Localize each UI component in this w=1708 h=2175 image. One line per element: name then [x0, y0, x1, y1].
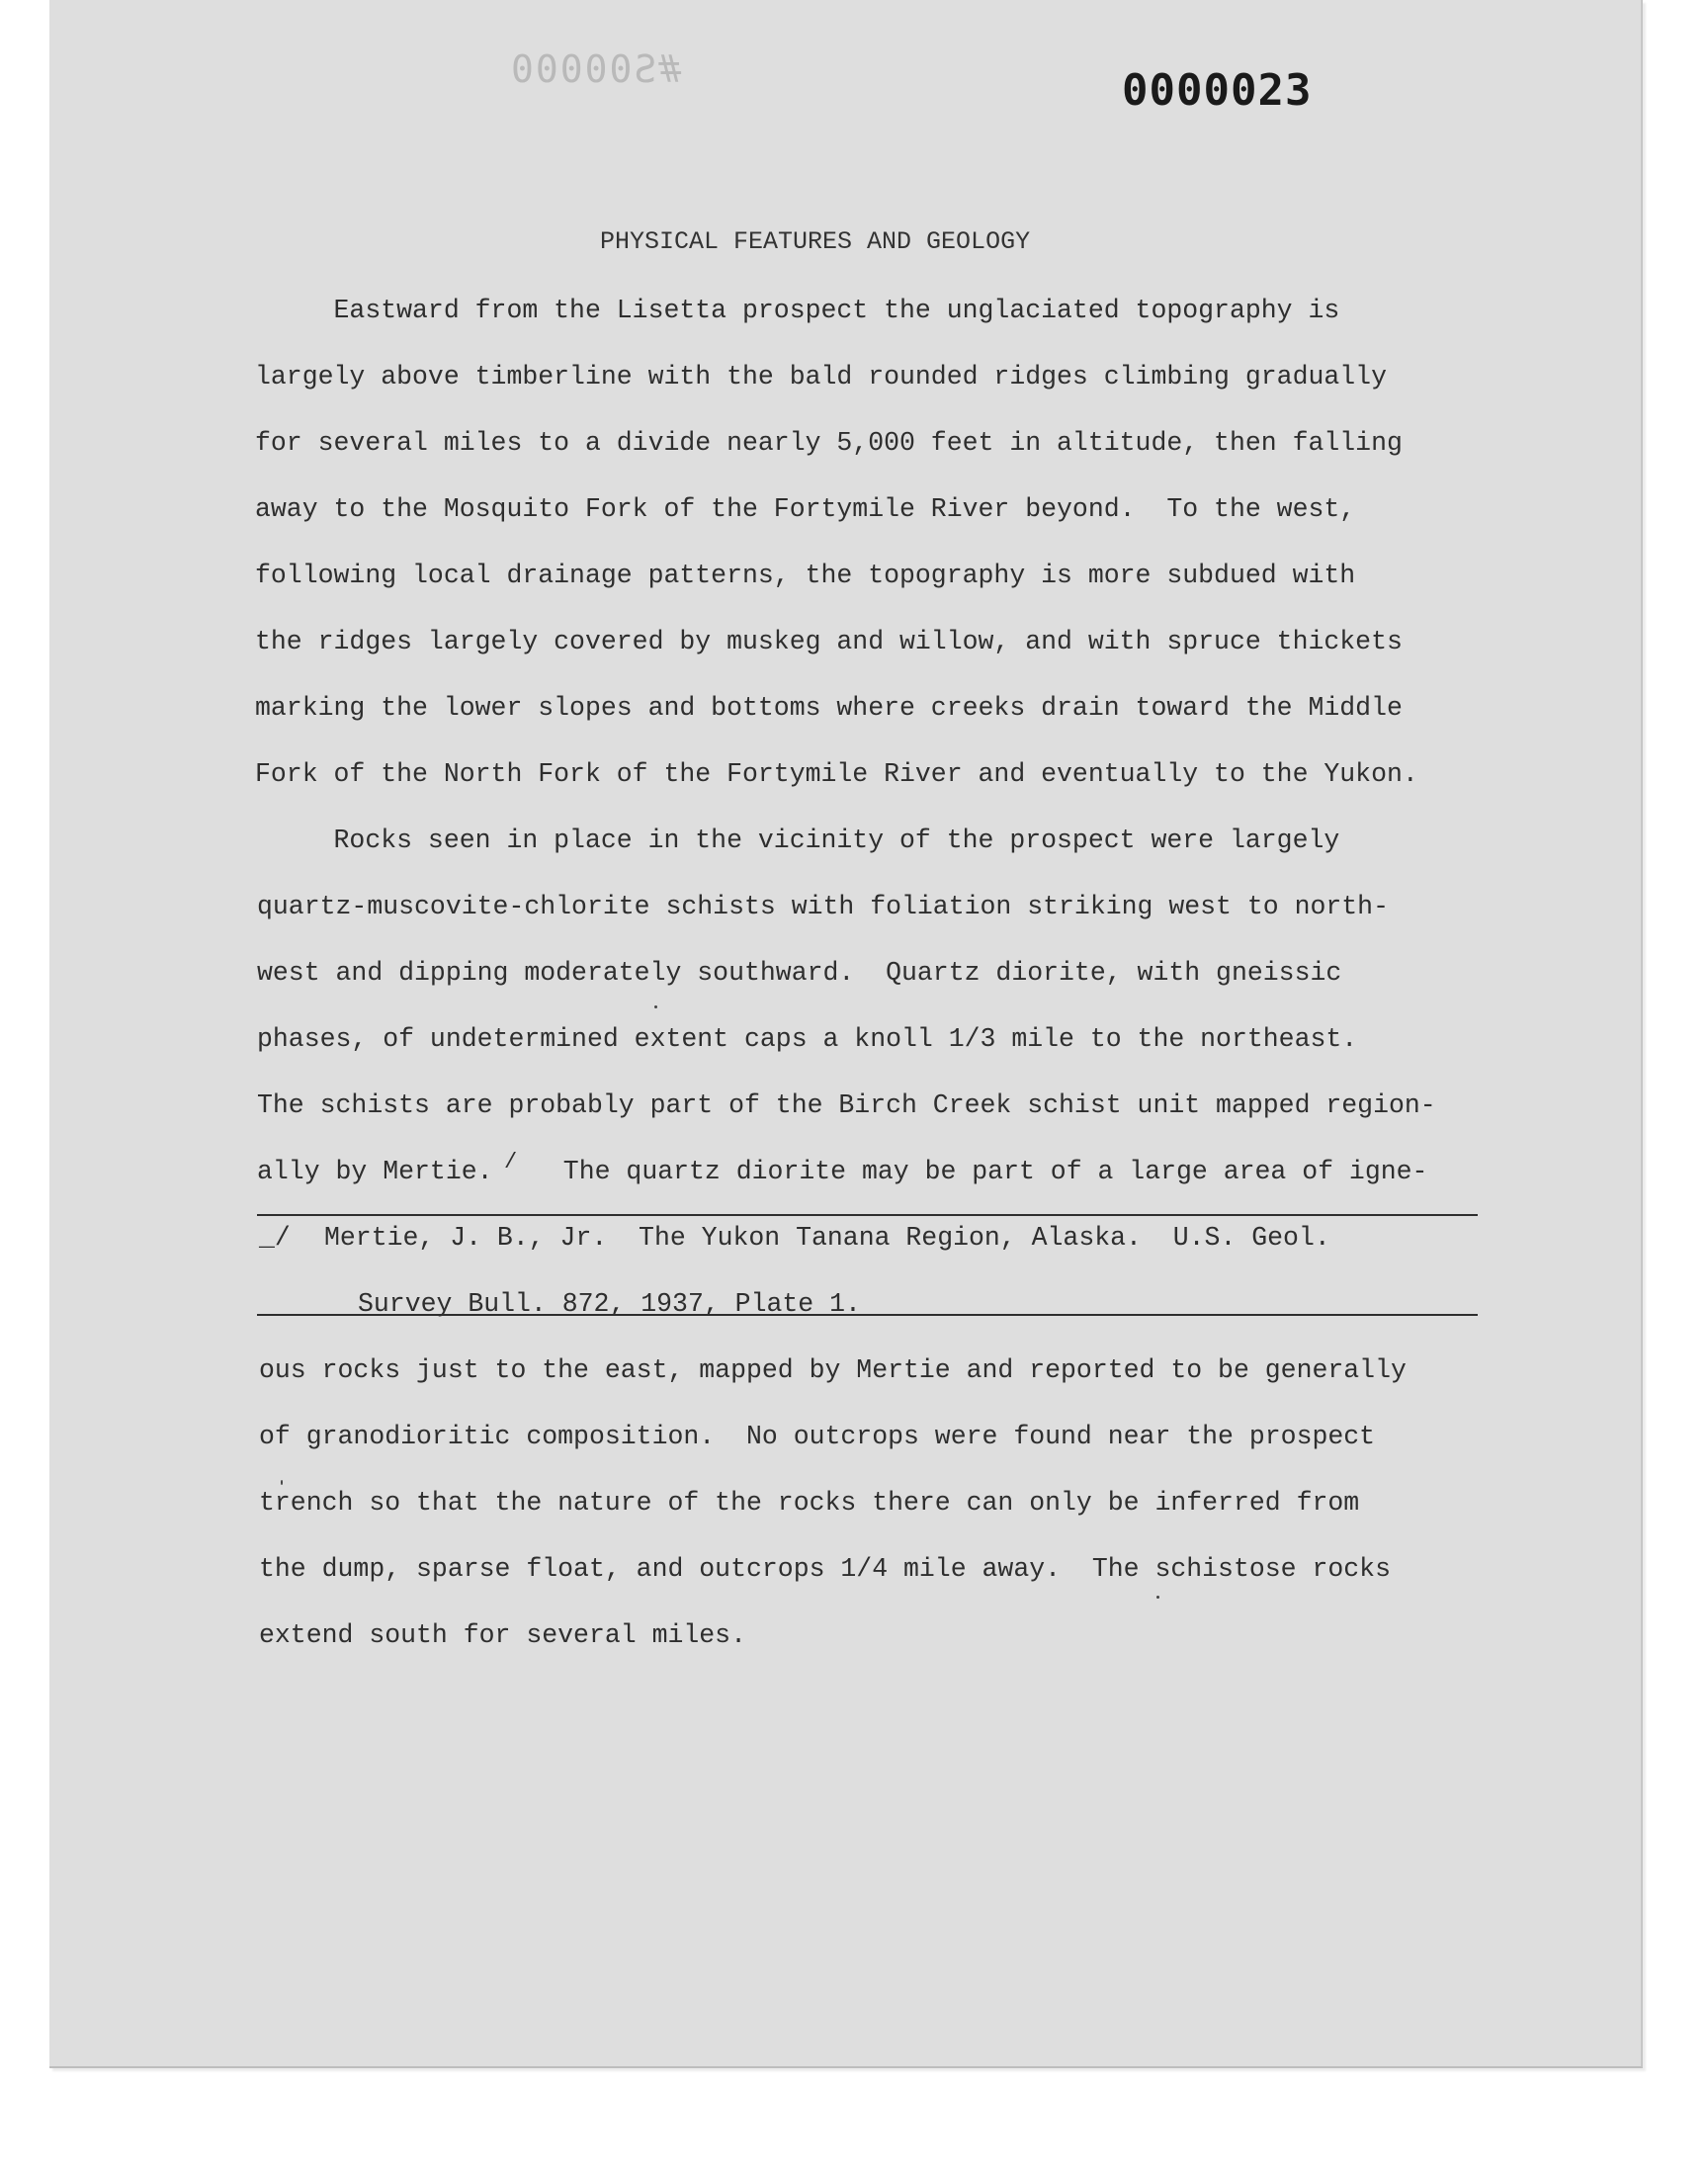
body-line: west and dipping moderately southward. Quartz diorite, with gneissic [257, 958, 1342, 988]
footnote-rule-top [257, 1214, 1478, 1216]
footnote-marker: _/ [259, 1223, 291, 1253]
page-title: PHYSICAL FEATURES AND GEOLOGY [600, 227, 1031, 256]
document-number: 0000023 [1122, 65, 1313, 116]
body-line: Rocks seen in place in the vicinity of the prospect were largely [255, 826, 1340, 855]
footnote-line: Mertie, J. B., Jr. The Yukon Tanana Region, Alaska. U.S. Geol. [324, 1223, 1330, 1253]
body-line: ous rocks just to the east, mapped by Mertie and reported to be generally [259, 1355, 1407, 1385]
body-line: quartz-muscovite-chlorite schists with foliation striking west to north- [257, 892, 1389, 921]
body-line: following local drainage patterns, the topography is more subdued with [255, 561, 1356, 590]
faded-stamp-number: #S00000 [509, 47, 682, 91]
body-line: The quartz diorite may be part of a large area of igne- [532, 1157, 1428, 1186]
footnote-reference: / [504, 1150, 518, 1174]
body-line: marking the lower slopes and bottoms where creeks drain toward the Middle [255, 693, 1403, 723]
footnote-line: Survey Bull. 872, 1937, Plate 1. [358, 1289, 861, 1319]
body-line: the dump, sparse float, and outcrops 1/4 mile away. The schistose rocks [259, 1554, 1391, 1584]
body-line: trench so that the nature of the rocks there can only be inferred from [259, 1488, 1360, 1518]
scan-speck [654, 1005, 657, 1008]
body-line: The schists are probably part of the Birch Creek schist unit mapped region- [257, 1090, 1436, 1120]
body-line: extend south for several miles. [259, 1620, 746, 1650]
body-line: of granodioritic composition. No outcrops were found near the prospect [259, 1422, 1376, 1451]
scan-speck [281, 1480, 283, 1485]
body-line: largely above timberline with the bald rounded ridges climbing gradually [255, 362, 1387, 392]
body-line: the ridges largely covered by muskeg and willow, and with spruce thickets [255, 627, 1403, 656]
body-line: away to the Mosquito Fork of the Fortymile River beyond. To the west, [255, 494, 1356, 524]
footnote-rule-bottom [257, 1314, 1478, 1316]
body-line: ally by Mertie. [257, 1157, 493, 1186]
body-line: phases, of undetermined extent caps a knoll 1/3 mile to the northeast. [257, 1024, 1358, 1054]
body-line: Fork of the North Fork of the Fortymile River and eventually to the Yukon. [255, 759, 1418, 789]
body-line: for several miles to a divide nearly 5,000 feet in altitude, then falling [255, 428, 1403, 458]
scan-speck [1156, 1596, 1159, 1599]
body-line: Eastward from the Lisetta prospect the unglaciated topography is [255, 296, 1340, 325]
